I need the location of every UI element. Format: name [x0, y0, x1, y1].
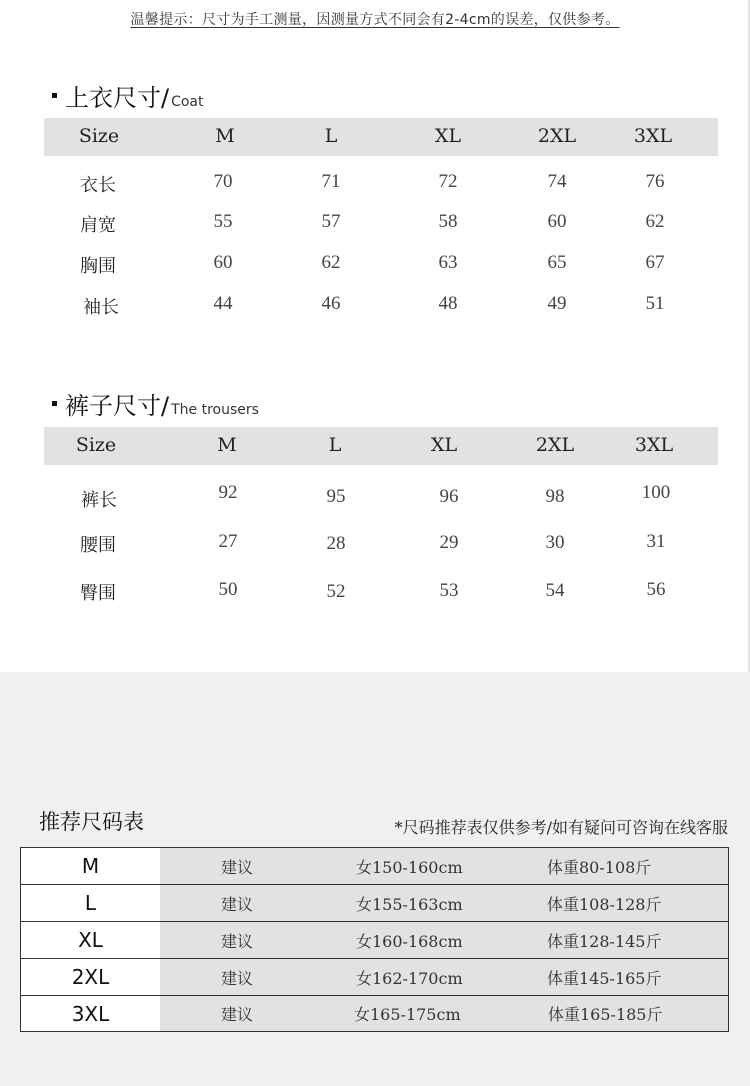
coat-header-xl: XL — [434, 125, 462, 147]
recommend-row — [21, 996, 728, 1031]
cell-value: 54 — [545, 580, 565, 601]
recommend-row — [21, 959, 728, 996]
trousers-header-m: M — [217, 434, 237, 456]
recommend-height: 女150-160cm — [356, 857, 463, 877]
cell-value: 55 — [213, 211, 233, 232]
cell-value: 46 — [321, 293, 341, 314]
cell-value: 57 — [321, 211, 341, 232]
coat-row — [0, 293, 750, 323]
cell-value: 95 — [326, 486, 346, 507]
cell-value: 96 — [439, 486, 459, 507]
coat-header-m: M — [215, 125, 235, 147]
recommend-note: *尺码推荐表仅供参考/如有疑问可咨询在线客服 — [394, 818, 728, 837]
cell-value: 100 — [641, 482, 671, 503]
recommend-suggest: 建议 — [221, 968, 254, 988]
recommend-suggest: 建议 — [221, 894, 254, 914]
cell-value: 62 — [321, 252, 341, 273]
cell-value: 56 — [646, 579, 666, 600]
cell-value: 58 — [438, 211, 458, 232]
cell-value: 53 — [439, 580, 459, 601]
coat-header-size: Size — [78, 125, 120, 147]
cell-value: 98 — [545, 486, 565, 507]
cell-value: 48 — [438, 293, 458, 314]
recommend-suggest: 建议 — [221, 931, 254, 951]
recommend-weight: 体重108-128斤 — [547, 894, 662, 914]
recommend-size: 2XL — [21, 959, 160, 995]
recommend-size: M — [21, 848, 160, 884]
recommend-title: 推荐尺码表 — [39, 810, 144, 834]
recommend-suggest: 建议 — [221, 1005, 254, 1024]
bullet-icon — [52, 93, 57, 98]
trousers-header-2xl: 2XL — [535, 434, 575, 456]
recommend-panel — [0, 672, 750, 1086]
recommend-height: 女165-175cm — [354, 1005, 461, 1024]
coat-header-3xl: 3XL — [633, 125, 673, 147]
coat-title-en: Coat — [171, 94, 204, 110]
coat-row — [0, 171, 750, 201]
row-label: 胸围 — [80, 256, 116, 277]
coat-title-cn: 上衣尺寸/ — [65, 84, 170, 112]
cell-value: 74 — [547, 171, 567, 192]
trousers-row — [0, 482, 750, 516]
bullet-icon — [52, 401, 57, 406]
recommend-row — [21, 885, 728, 922]
trousers-title-en: The trousers — [171, 402, 259, 418]
coat-header-2xl: 2XL — [537, 125, 577, 147]
row-label: 袖长 — [83, 297, 119, 318]
cell-value: 49 — [547, 293, 567, 314]
coat-row — [0, 211, 750, 241]
measurement-notice: 温馨提示：尺寸为手工测量，因测量方式不同会有2-4cm的误差，仅供参考。 — [130, 12, 620, 28]
row-label: 肩宽 — [80, 215, 116, 236]
cell-value: 67 — [645, 252, 665, 273]
recommend-weight: 体重128-145斤 — [547, 931, 662, 951]
trousers-title-cn: 裤子尺寸/ — [65, 392, 170, 420]
recommend-weight: 体重145-165斤 — [547, 968, 662, 988]
cell-value: 29 — [439, 532, 459, 553]
recommend-weight: 体重80-108斤 — [547, 857, 652, 877]
row-label: 衣长 — [80, 175, 116, 196]
trousers-section-title — [52, 386, 259, 421]
cell-value: 27 — [218, 531, 238, 552]
cell-value: 76 — [645, 171, 665, 192]
cell-value: 65 — [547, 252, 567, 273]
trousers-row — [0, 531, 750, 561]
row-label: 裤长 — [81, 490, 117, 511]
recommend-height: 女155-163cm — [356, 894, 463, 914]
cell-value: 44 — [213, 293, 233, 314]
recommend-table — [20, 847, 729, 1032]
coat-row — [0, 252, 750, 282]
cell-value: 50 — [218, 579, 238, 600]
recommend-size: 3XL — [21, 996, 160, 1031]
trousers-header-row — [44, 427, 718, 465]
cell-value: 30 — [545, 532, 565, 553]
recommend-row — [21, 848, 728, 885]
cell-value: 62 — [645, 211, 665, 232]
cell-value: 60 — [547, 211, 567, 232]
cell-value: 51 — [645, 293, 665, 314]
recommend-size: XL — [21, 922, 160, 958]
cell-value: 52 — [326, 581, 346, 602]
recommend-height: 女160-168cm — [356, 931, 463, 951]
trousers-header-xl: XL — [430, 434, 458, 456]
recommend-height: 女162-170cm — [356, 968, 463, 988]
cell-value: 72 — [438, 171, 458, 192]
row-label: 臀围 — [80, 583, 116, 604]
trousers-header-3xl: 3XL — [634, 434, 674, 456]
cell-value: 28 — [326, 533, 346, 554]
cell-value: 31 — [646, 531, 666, 552]
cell-value: 71 — [321, 171, 341, 192]
coat-section-title — [52, 78, 204, 113]
cell-value: 70 — [213, 171, 233, 192]
cell-value: 60 — [213, 252, 233, 273]
row-label: 腰围 — [80, 535, 116, 556]
recommend-weight: 体重165-185斤 — [548, 1005, 663, 1024]
cell-value: 92 — [218, 482, 238, 503]
trousers-row — [0, 579, 750, 609]
coat-header-row — [44, 118, 718, 156]
recommend-suggest: 建议 — [221, 857, 254, 877]
trousers-header-size: Size — [75, 434, 117, 456]
coat-header-l: L — [324, 125, 338, 147]
recommend-row — [21, 922, 728, 959]
cell-value: 63 — [438, 252, 458, 273]
trousers-header-l: L — [328, 434, 342, 456]
recommend-size: L — [21, 885, 160, 921]
